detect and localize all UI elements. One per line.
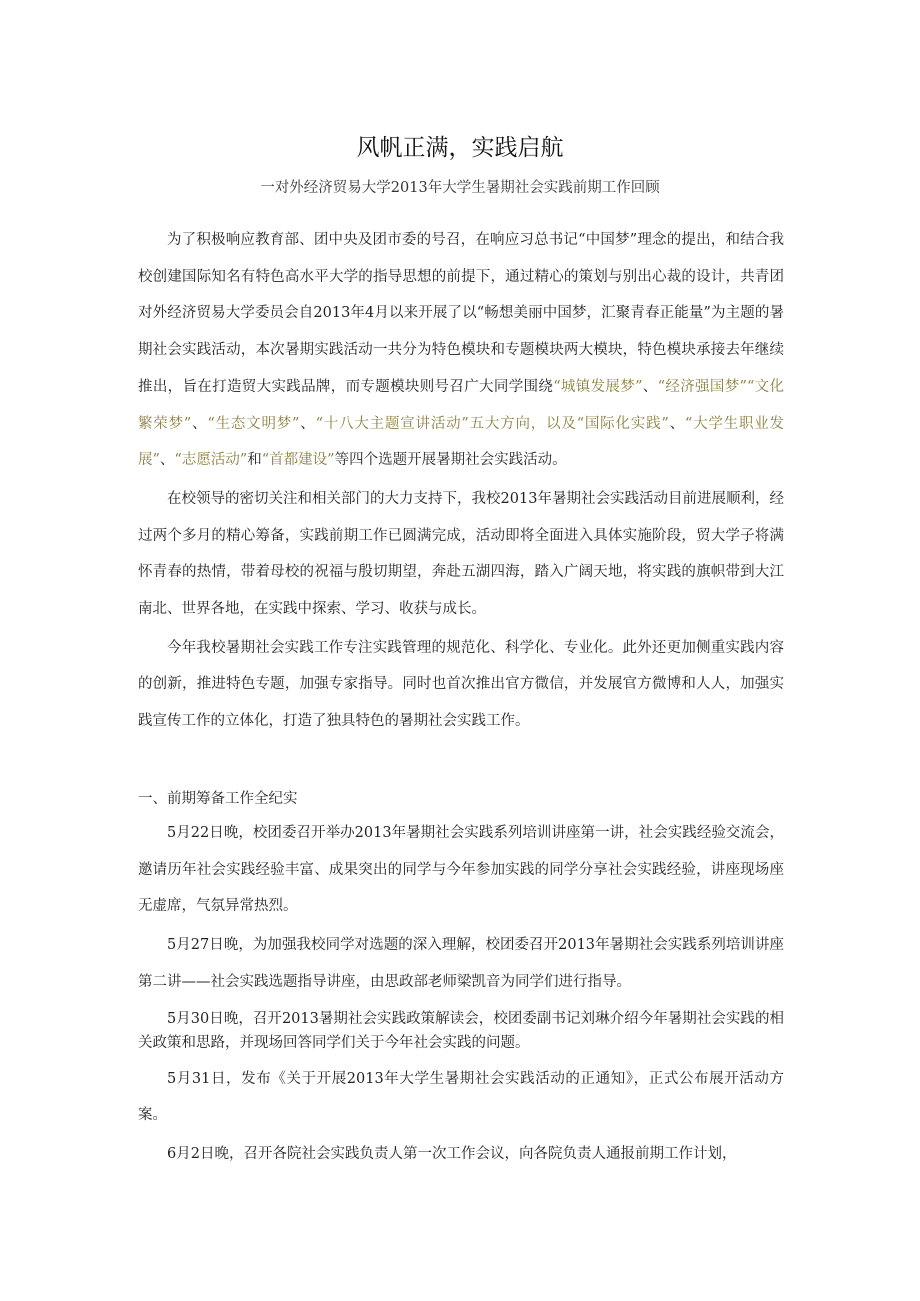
- topic-18th-congress: “十八大主题宣讲活动”五大方向: [315, 415, 531, 432]
- event-item: 5月31日，发布《关于开展2013年大学生暑期社会实践活动的正通知》，正式公布展开活动方案。: [138, 1070, 784, 1124]
- topic-economy: “经济强国梦”: [657, 378, 747, 395]
- topic-international: “国际化实践”: [576, 415, 669, 432]
- section-heading: 一、前期筹备工作全纪实: [138, 791, 298, 807]
- topic-ecology: “生态文明梦”: [207, 415, 300, 432]
- sep: 、: [668, 415, 685, 432]
- event-list: [138, 815, 784, 1175]
- paragraph-intro: [138, 222, 784, 479]
- sep: 、: [159, 452, 175, 469]
- sep: ，以及: [530, 415, 577, 432]
- event-item: 5月22日晚，校团委召开举办2013年暑期社会实践系列培训讲座第一讲，社会实践经验交流会，邀请历年社会实践经验丰富、成果突出的同学与今年参加实践的同学分享社会实践经验，讲座现场座无虚席，气氛异常热烈。: [138, 825, 784, 915]
- topic-career: “大学生职业发展”: [138, 415, 785, 469]
- event-item: 5月30日晚，召开2013暑期社会实践政策解读会，校团委副书记刘琳介绍今年暑期社会实践的相关政策和思路，并现场回答同学们关于今年社会实践的问题。: [138, 1010, 784, 1051]
- topic-capital: “首都建设”: [261, 452, 335, 469]
- sep: 、: [642, 378, 658, 395]
- sep: 、: [191, 415, 208, 432]
- para1-tail: 等四个选题开展暑期社会实践活动。: [334, 452, 567, 469]
- document-title: 风帆正满，实践启航: [356, 135, 564, 161]
- intro-body: [138, 222, 784, 740]
- event-item: 6月2日晚，召开各院社会实践负责人第一次工作会议，向各院负责人通报前期工作计划，: [167, 1145, 737, 1162]
- paragraph-progress: 在校领导的密切关注和相关部门的大力支持下，我校2013年暑期社会实践活动目前进展顺利，经过两个多月的精心筹备，实践前期工作已圆满完成，活动即将全面进入具体实施阶段，贸大学子将满怀青春的热情，带着母校的祝福与殷切期望，奔赴五湖四海，踏入广阔天地，将实践的旗帜带到大江南北、世界各地，在实践中探索、学习、收获与成长。: [138, 490, 784, 618]
- topic-urban: “城镇发展梦”: [553, 378, 643, 395]
- topic-culture: “文化繁荣梦”: [138, 378, 785, 432]
- topic-volunteer: “志愿活动”: [174, 452, 248, 469]
- event-item: 5月27日晚，为加强我校同学对选题的深入理解，校团委召开2013年暑期社会实践系列培训讲座第二讲——社会实践选题指导讲座，由思政部老师梁凯音为同学们进行指导。: [138, 937, 784, 990]
- sep: 和: [247, 452, 262, 469]
- document-subtitle: 一对外经济贸易大学2013年大学生暑期社会实践前期工作回顾: [260, 180, 660, 196]
- paragraph-management: 今年我校暑期社会实践工作专注实践管理的规范化、科学化、专业化。此外还更加侧重实践内容的创新，推进特色专题，加强专家指导。同时也首次推出官方微信，并发展官方微博和人人，加强实践宣传工作的立体化，打造了独具特色的暑期社会实践工作。: [138, 639, 784, 730]
- para1-text: 为了积极响应教育部、团中央及团市委的号召，在响应习总书记“中国梦”理念的提出，和结合我校创建国际知名有特色高水平大学的指导思想的前提下，通过精心的策划与别出心裁的设计，共青团对外经济贸易大学委员会自2013年4月以来开展了以“畅想美丽中国梦，汇聚青春正能量”为主题的暑期社会实践活动，本次暑期实践活动一共分为特色模块和专题模块两大模块，特色模块承接去年继续推出，旨在打造贸大实践品牌，而专题模块则号召广大同学围绕: [138, 232, 784, 395]
- sep: 、: [299, 415, 316, 432]
